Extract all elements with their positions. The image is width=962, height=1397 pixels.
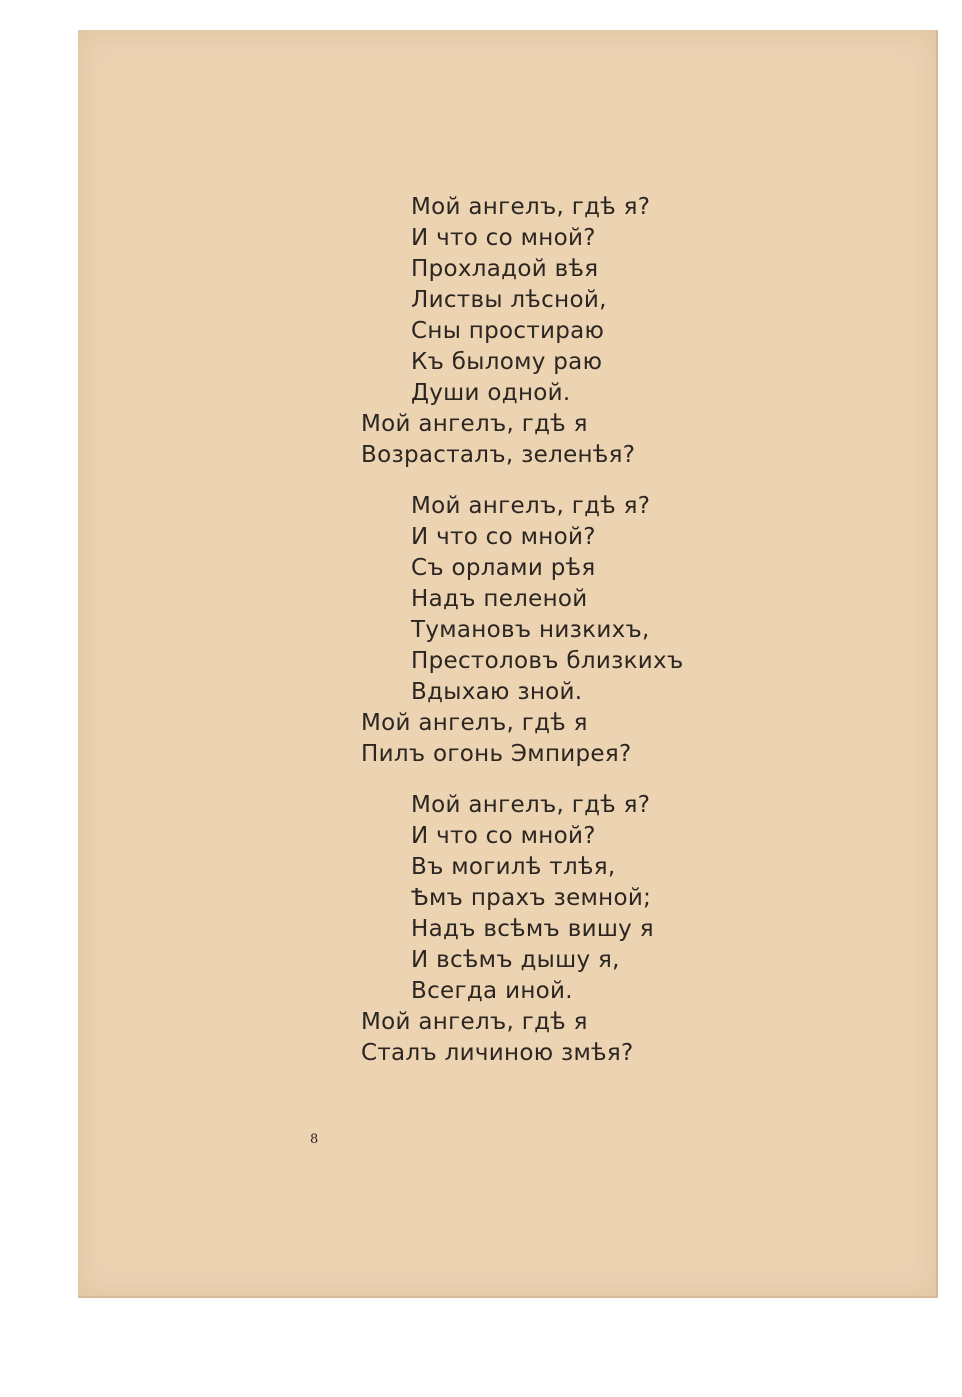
poem-line: Съ орлами рѣя <box>411 555 596 581</box>
poem-line: Пилъ огонь Эмпирея? <box>361 741 632 767</box>
poem-line: Возрасталъ, зеленѣя? <box>361 442 636 468</box>
stanza-3 <box>361 790 684 1069</box>
poem-line: И что со мной? <box>411 524 596 550</box>
poem-line: И всѣмъ дышу я, <box>411 947 620 973</box>
poem-line: Прохладой вѣя <box>411 256 599 282</box>
poem-line: Вдыхаю зной. <box>411 679 583 705</box>
poem-line: Сны простираю <box>411 318 605 344</box>
poem-line: Въ могилѣ тлѣя, <box>411 854 616 880</box>
poem-line: Ѣмъ прахъ земной; <box>411 885 652 911</box>
poem <box>361 192 684 1089</box>
poem-line: Всегда иной. <box>411 978 573 1004</box>
poem-line: Мой ангелъ, гдѣ я <box>361 411 588 437</box>
poem-line: Тумановъ низкихъ, <box>411 617 650 643</box>
poem-line: Мой ангелъ, гдѣ я? <box>411 194 651 220</box>
poem-line: И что со мной? <box>411 225 596 251</box>
poem-line: Души одной. <box>411 380 571 406</box>
poem-line: Сталъ личиною змѣя? <box>361 1040 634 1066</box>
poem-line: Престоловъ близкихъ <box>411 648 684 674</box>
book-page <box>78 30 938 1298</box>
poem-line: Къ былому раю <box>411 349 603 375</box>
poem-line: Мой ангелъ, гдѣ я <box>361 1009 588 1035</box>
poem-line: И что со мной? <box>411 823 596 849</box>
stanza-2 <box>361 491 684 770</box>
poem-line: Мой ангелъ, гдѣ я? <box>411 792 651 818</box>
poem-line: Надъ всѣмъ вишу я <box>411 916 654 942</box>
stanza-1 <box>361 192 684 471</box>
poem-line: Надъ пеленой <box>411 586 588 612</box>
poem-line: Мой ангелъ, гдѣ я <box>361 710 588 736</box>
poem-line: Листвы лѣсной, <box>411 287 607 313</box>
page-number: 8 <box>310 1132 319 1147</box>
poem-line: Мой ангелъ, гдѣ я? <box>411 493 651 519</box>
